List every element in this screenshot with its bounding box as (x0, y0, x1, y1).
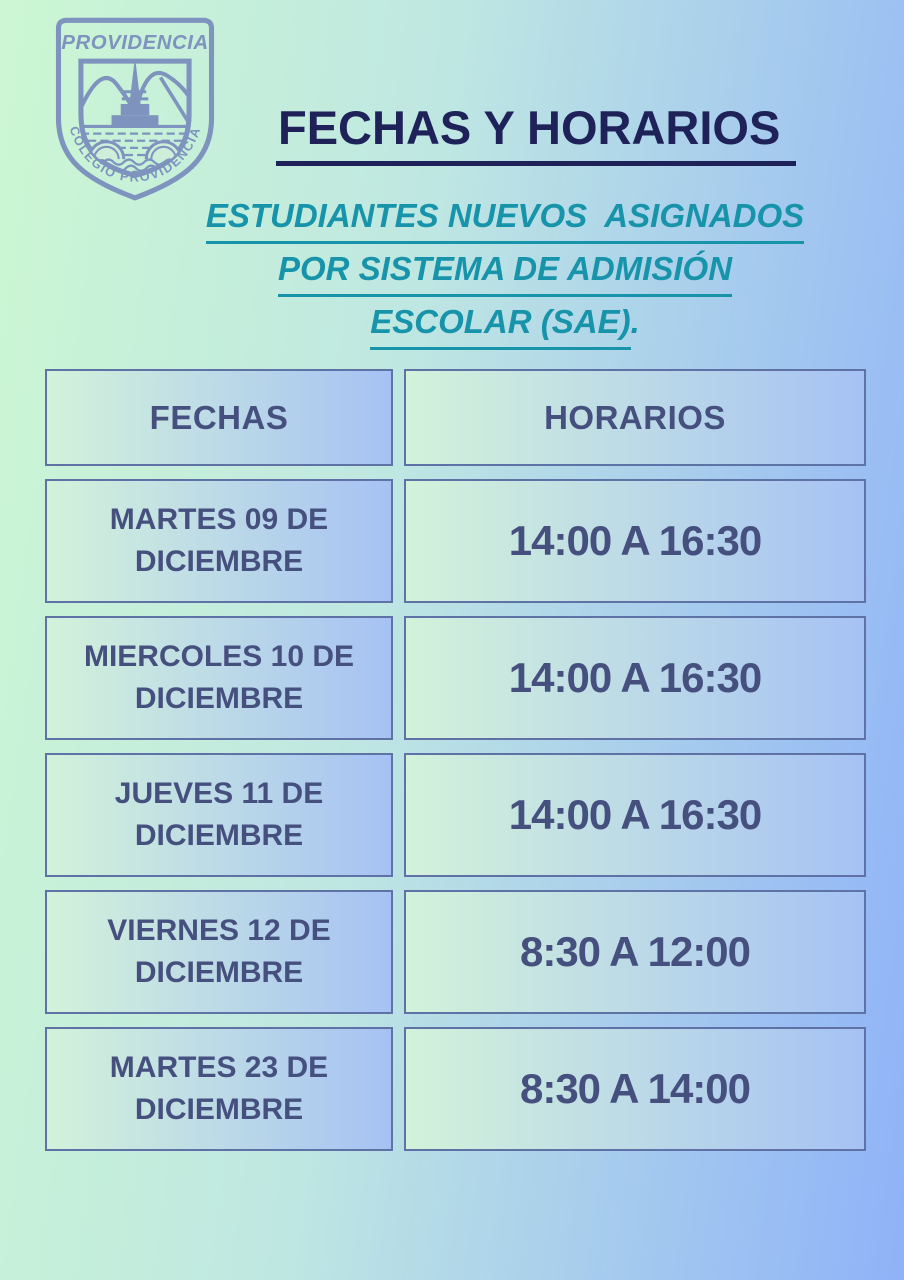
fecha-line2: DICIEMBRE (134, 819, 304, 852)
fecha-line1: VIERNES 12 DE (107, 914, 331, 947)
logo-top-text: PROVIDENCIA (61, 31, 209, 54)
fecha-line1: MIERCOLES 10 DE (83, 640, 355, 673)
fecha-cell (45, 1027, 393, 1151)
schedule-table (45, 369, 866, 1151)
fecha-line2: DICIEMBRE (134, 545, 304, 578)
subtitle-line (95, 246, 904, 299)
subtitle-text: ESTUDIANTES NUEVOS ASIGNADOS (206, 193, 804, 244)
horario-cell: 14:00 A 16:30 (404, 479, 866, 603)
fecha-line2: DICIEMBRE (134, 1093, 304, 1126)
subtitle-line (95, 299, 904, 352)
fecha-line1: MARTES 09 DE (109, 503, 329, 536)
subtitle-text: POR SISTEMA DE ADMISIÓN (278, 246, 732, 297)
fecha-line2: DICIEMBRE (134, 956, 304, 989)
fecha-line1: JUEVES 11 DE (114, 777, 324, 810)
horario-cell: 8:30 A 14:00 (404, 1027, 866, 1151)
horario-cell: 14:00 A 16:30 (404, 616, 866, 740)
fecha-cell (45, 479, 393, 603)
fecha-line1: MARTES 23 DE (109, 1051, 329, 1084)
fecha-cell (45, 890, 393, 1014)
logo-bottom-text: COLEGIO PROVIDENCIA (66, 124, 204, 185)
table-header-horarios: HORARIOS (404, 369, 866, 466)
school-logo (42, 4, 228, 206)
colegio-providencia-crest-icon (42, 4, 228, 206)
fecha-line2: DICIEMBRE (134, 682, 304, 715)
page-subtitle (95, 193, 904, 352)
fecha-cell (45, 753, 393, 877)
subtitle-text: ESCOLAR (SAE) (370, 299, 630, 350)
fecha-cell (45, 616, 393, 740)
horario-cell: 8:30 A 12:00 (404, 890, 866, 1014)
horario-cell: 14:00 A 16:30 (404, 753, 866, 877)
table-header-fechas: FECHAS (45, 369, 393, 466)
page-title: FECHAS Y HORARIOS (276, 100, 796, 166)
subtitle-suffix: . (630, 303, 640, 340)
subtitle-line (95, 193, 904, 246)
